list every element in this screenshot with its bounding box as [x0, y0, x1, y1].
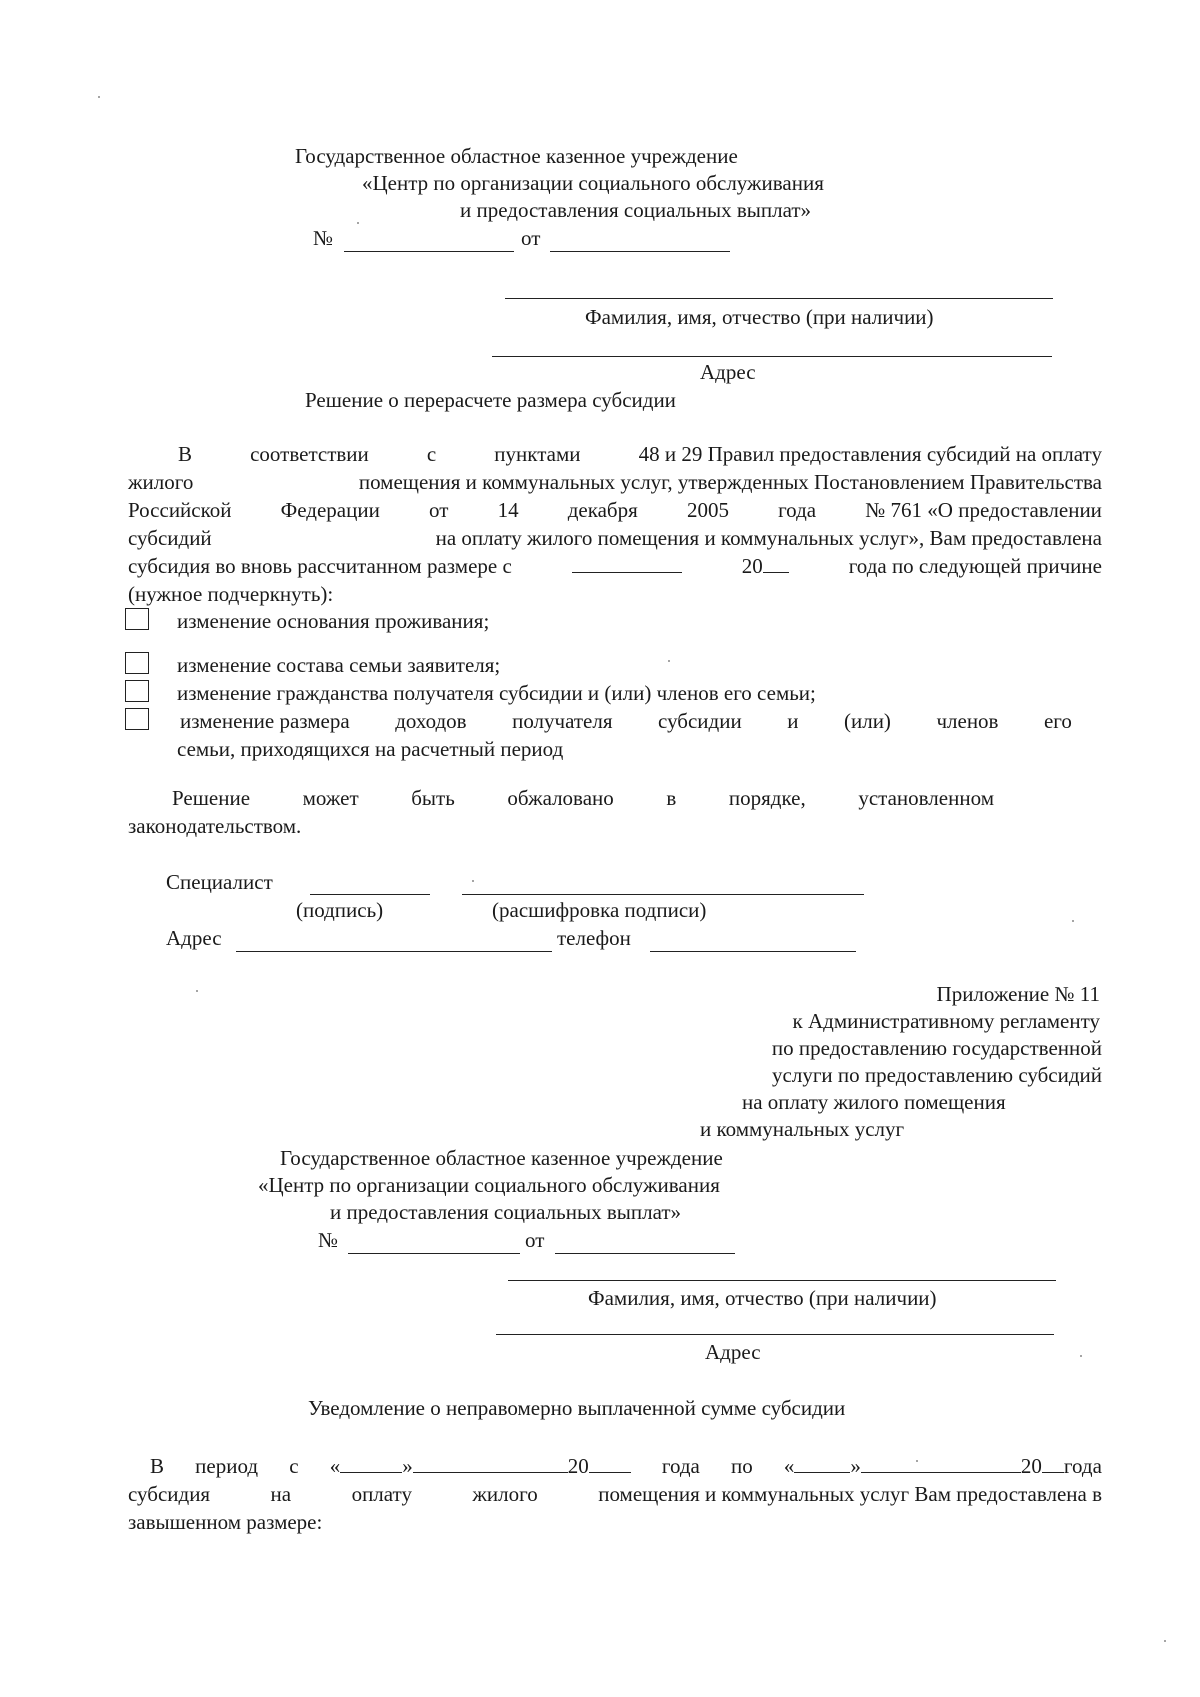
reason-label-3: изменение гражданства получателя субсидии и (или) членов его семьи;: [177, 681, 816, 705]
notice-date-field[interactable]: [555, 1253, 735, 1254]
number-label: №: [313, 226, 334, 250]
specialist-address-field[interactable]: [236, 951, 552, 952]
signature-field[interactable]: [310, 894, 430, 895]
decision-title: Решение о перерасчете размера субсидии: [305, 388, 676, 412]
reason-label-1: изменение основания проживания;: [177, 609, 490, 633]
period-start-day-field[interactable]: [340, 1454, 402, 1473]
specialist-address-label: Адрес: [166, 926, 222, 950]
body-line-5: субсидия во вновь рассчитанном размере с 20 года по следующей причине: [128, 554, 1102, 578]
recalc-date-field[interactable]: [572, 554, 682, 579]
appeal-line-1: Решение может быть обжаловано в порядке, установленном: [172, 786, 994, 810]
body-line-6: (нужное подчеркнуть):: [128, 582, 334, 606]
notice-line-3: завышенном размере:: [128, 1510, 323, 1534]
appeal-line-2: законодательством.: [128, 814, 302, 838]
period-start-month-field[interactable]: [413, 1454, 568, 1473]
reason-checkbox-4[interactable]: [125, 708, 149, 730]
notice-header-line-2: «Центр по организации социального обслуживания: [258, 1173, 720, 1197]
date-label: от: [521, 226, 541, 250]
speckle: [472, 880, 474, 882]
period-end-year-field[interactable]: [1042, 1454, 1064, 1473]
notice-title: Уведомление о неправомерно выплаченной сумме субсидии: [308, 1396, 846, 1420]
notice-date-label: от: [525, 1228, 545, 1252]
decoding-caption: (расшифровка подписи): [492, 898, 707, 922]
signature-caption: (подпись): [296, 898, 384, 922]
fio-field[interactable]: [505, 298, 1053, 299]
header-line-2: «Центр по организации социального обслуживания: [362, 171, 824, 195]
number-field[interactable]: [344, 251, 514, 252]
notice-fio-field[interactable]: [508, 1280, 1056, 1281]
reason-checkbox-2[interactable]: [125, 652, 149, 674]
appendix-line-2: к Административному регламенту: [792, 1009, 1100, 1033]
appendix-line-1: Приложение № 11: [936, 982, 1100, 1006]
specialist-label: Специалист: [166, 870, 273, 894]
speckle: [1164, 1640, 1166, 1642]
notice-number-field[interactable]: [348, 1253, 520, 1254]
notice-line-1: В период с « » 20 года по « » 20 года: [150, 1454, 1102, 1478]
address-field[interactable]: [492, 356, 1052, 357]
period-end-day-field[interactable]: [794, 1454, 850, 1473]
notice-address-caption: Адрес: [705, 1340, 761, 1364]
speckle: [98, 96, 100, 98]
phone-label: телефон: [557, 926, 631, 950]
date-field[interactable]: [550, 251, 730, 252]
header-line-3: и предоставления социальных выплат»: [460, 198, 812, 222]
phone-field[interactable]: [650, 951, 856, 952]
body-line-3: Российской Федерации от 14 декабря 2005 года № 761 «О предоставлении: [128, 498, 1102, 522]
notice-header-line-3: и предоставления социальных выплат»: [330, 1200, 682, 1224]
speckle: [357, 222, 359, 224]
recalc-year-field[interactable]: [763, 554, 789, 573]
notice-address-field[interactable]: [496, 1334, 1054, 1335]
appendix-line-4: услуги по предоставлению субсидий: [772, 1063, 1102, 1087]
reason-label-2: изменение состава семьи заявителя;: [177, 653, 501, 677]
speckle: [196, 990, 198, 992]
speckle: [916, 1460, 918, 1462]
notice-number-label: №: [318, 1228, 339, 1252]
speckle: [668, 660, 670, 662]
period-start-year-field[interactable]: [589, 1454, 631, 1473]
body-line-2: жилого помещения и коммунальных услуг, утвержденных Постановлением Правительства: [128, 470, 1102, 494]
appendix-line-6: и коммунальных услуг: [700, 1117, 905, 1141]
body-line-1: В соответствии с пунктами 48 и 29 Правил предоставления субсидий на оплату: [178, 442, 1102, 466]
fio-caption: Фамилия, имя, отчество (при наличии): [585, 305, 934, 329]
reason-label-4-cont: семьи, приходящихся на расчетный период: [177, 737, 564, 761]
appendix-line-5: на оплату жилого помещения: [742, 1090, 1006, 1114]
speckle: [1080, 1355, 1082, 1357]
body-line-4: субсидий на оплату жилого помещения и коммунальных услуг», Вам предоставлена: [128, 526, 1102, 550]
reason-label-4: изменение размера доходов получателя субсидии и (или) членов его: [180, 709, 1072, 733]
header-line-1: Государственное областное казенное учреждение: [295, 144, 738, 168]
appendix-line-3: по предоставлению государственной: [771, 1036, 1102, 1060]
address-caption: Адрес: [700, 360, 756, 384]
notice-fio-caption: Фамилия, имя, отчество (при наличии): [588, 1286, 937, 1310]
reason-checkbox-1[interactable]: [125, 608, 149, 630]
reason-checkbox-3[interactable]: [125, 680, 149, 702]
speckle: [1072, 920, 1074, 922]
notice-header-line-1: Государственное областное казенное учреждение: [280, 1146, 723, 1170]
notice-line-2: субсидия на оплату жилого помещения и коммунальных услуг Вам предоставлена в: [128, 1482, 1102, 1506]
period-end-month-field[interactable]: [861, 1454, 1021, 1473]
signature-decoding-field[interactable]: [462, 894, 864, 895]
